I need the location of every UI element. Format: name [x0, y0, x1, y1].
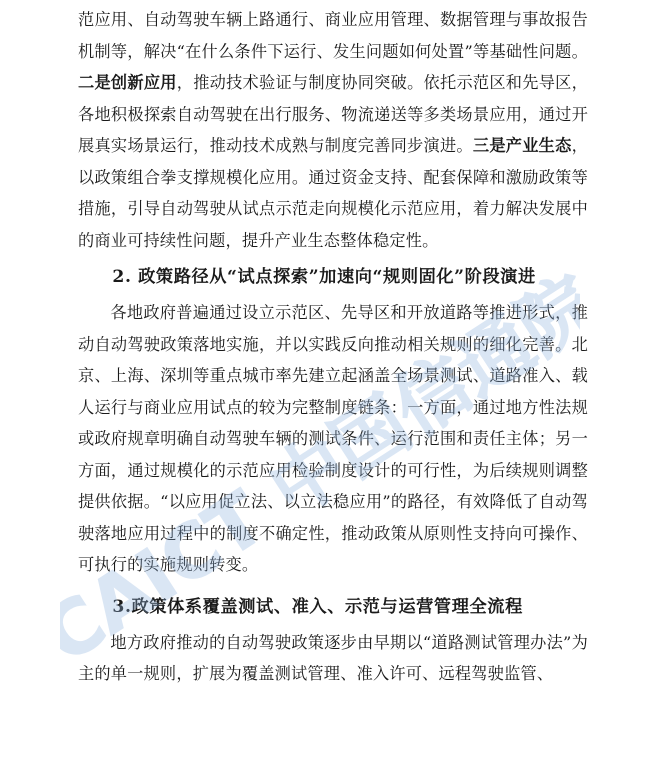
watermark-text: CAICT 中国信通院: [60, 260, 580, 680]
paragraph-text: 范应用、自动驾驶车辆上路通行、商业应用管理、数据管理与事故报告机制等，解决“在什么条件下运行、发生问题如何处置”等基础性问题。: [78, 10, 588, 61]
bold-phrase-industry: 三是产业生态: [472, 136, 572, 155]
bold-phrase-innovation: 二是创新应用: [78, 73, 177, 92]
paragraph-text: ，以政策组合拳支撑规模化应用。通过资金支持、配套保障和激励政策等措施，引导自动驾驶从试点示范走向规模化示范应用，着力解决发展中的商业可持续性问题，提升产业生态整体稳定性。: [78, 136, 588, 250]
document-body: [78, 4, 588, 690]
paragraph-policy-system: 地方政府推动的自动驾驶政策逐步由早期以“道路测试管理办法”为主的单一规则，扩展为覆盖测试管理、准入许可、远程驾驶监管、: [78, 632, 588, 683]
paragraph-policy-focus: [78, 4, 588, 256]
paragraph-text: ，推动技术验证与制度协同突破。依托示范区和先导区，各地积极探索自动驾驶在出行服务、物流递送等多类场景应用，通过开展真实场景运行，推动技术成熟与制度完善同步演进。: [78, 73, 589, 155]
paragraph-policy-path: 各地政府普遍通过设立示范区、先导区和开放道路等推进形式，推动自动驾驶政策落地实施，并以实践反向推动相关规则的细化完善。北京、上海、深圳等重点城市率先建立起涵盖全场景测试、道路准入、载人运行与商业应用试点的较为完整制度链条：一方面，通过地方性法规或政府规章明确自动驾驶车辆的测试条件、运行范围和责任主体；另一方面，通过规模化的示范应用检验制度设计的可行性，为后续规则调整提供依据。“以应用促立法、以立法稳应用”的路径，有效降低了自动驾驶落地应用过程中的制度不确定性，推动政策从原则性支持向可操作、可执行的实施规则转变。: [78, 303, 588, 574]
section-heading-2: 2. 政策路径从“试点探索”加速向“规则固化”阶段演进: [112, 267, 536, 287]
section-heading-3: 3.政策体系覆盖测试、准入、示范与运营管理全流程: [112, 596, 523, 617]
